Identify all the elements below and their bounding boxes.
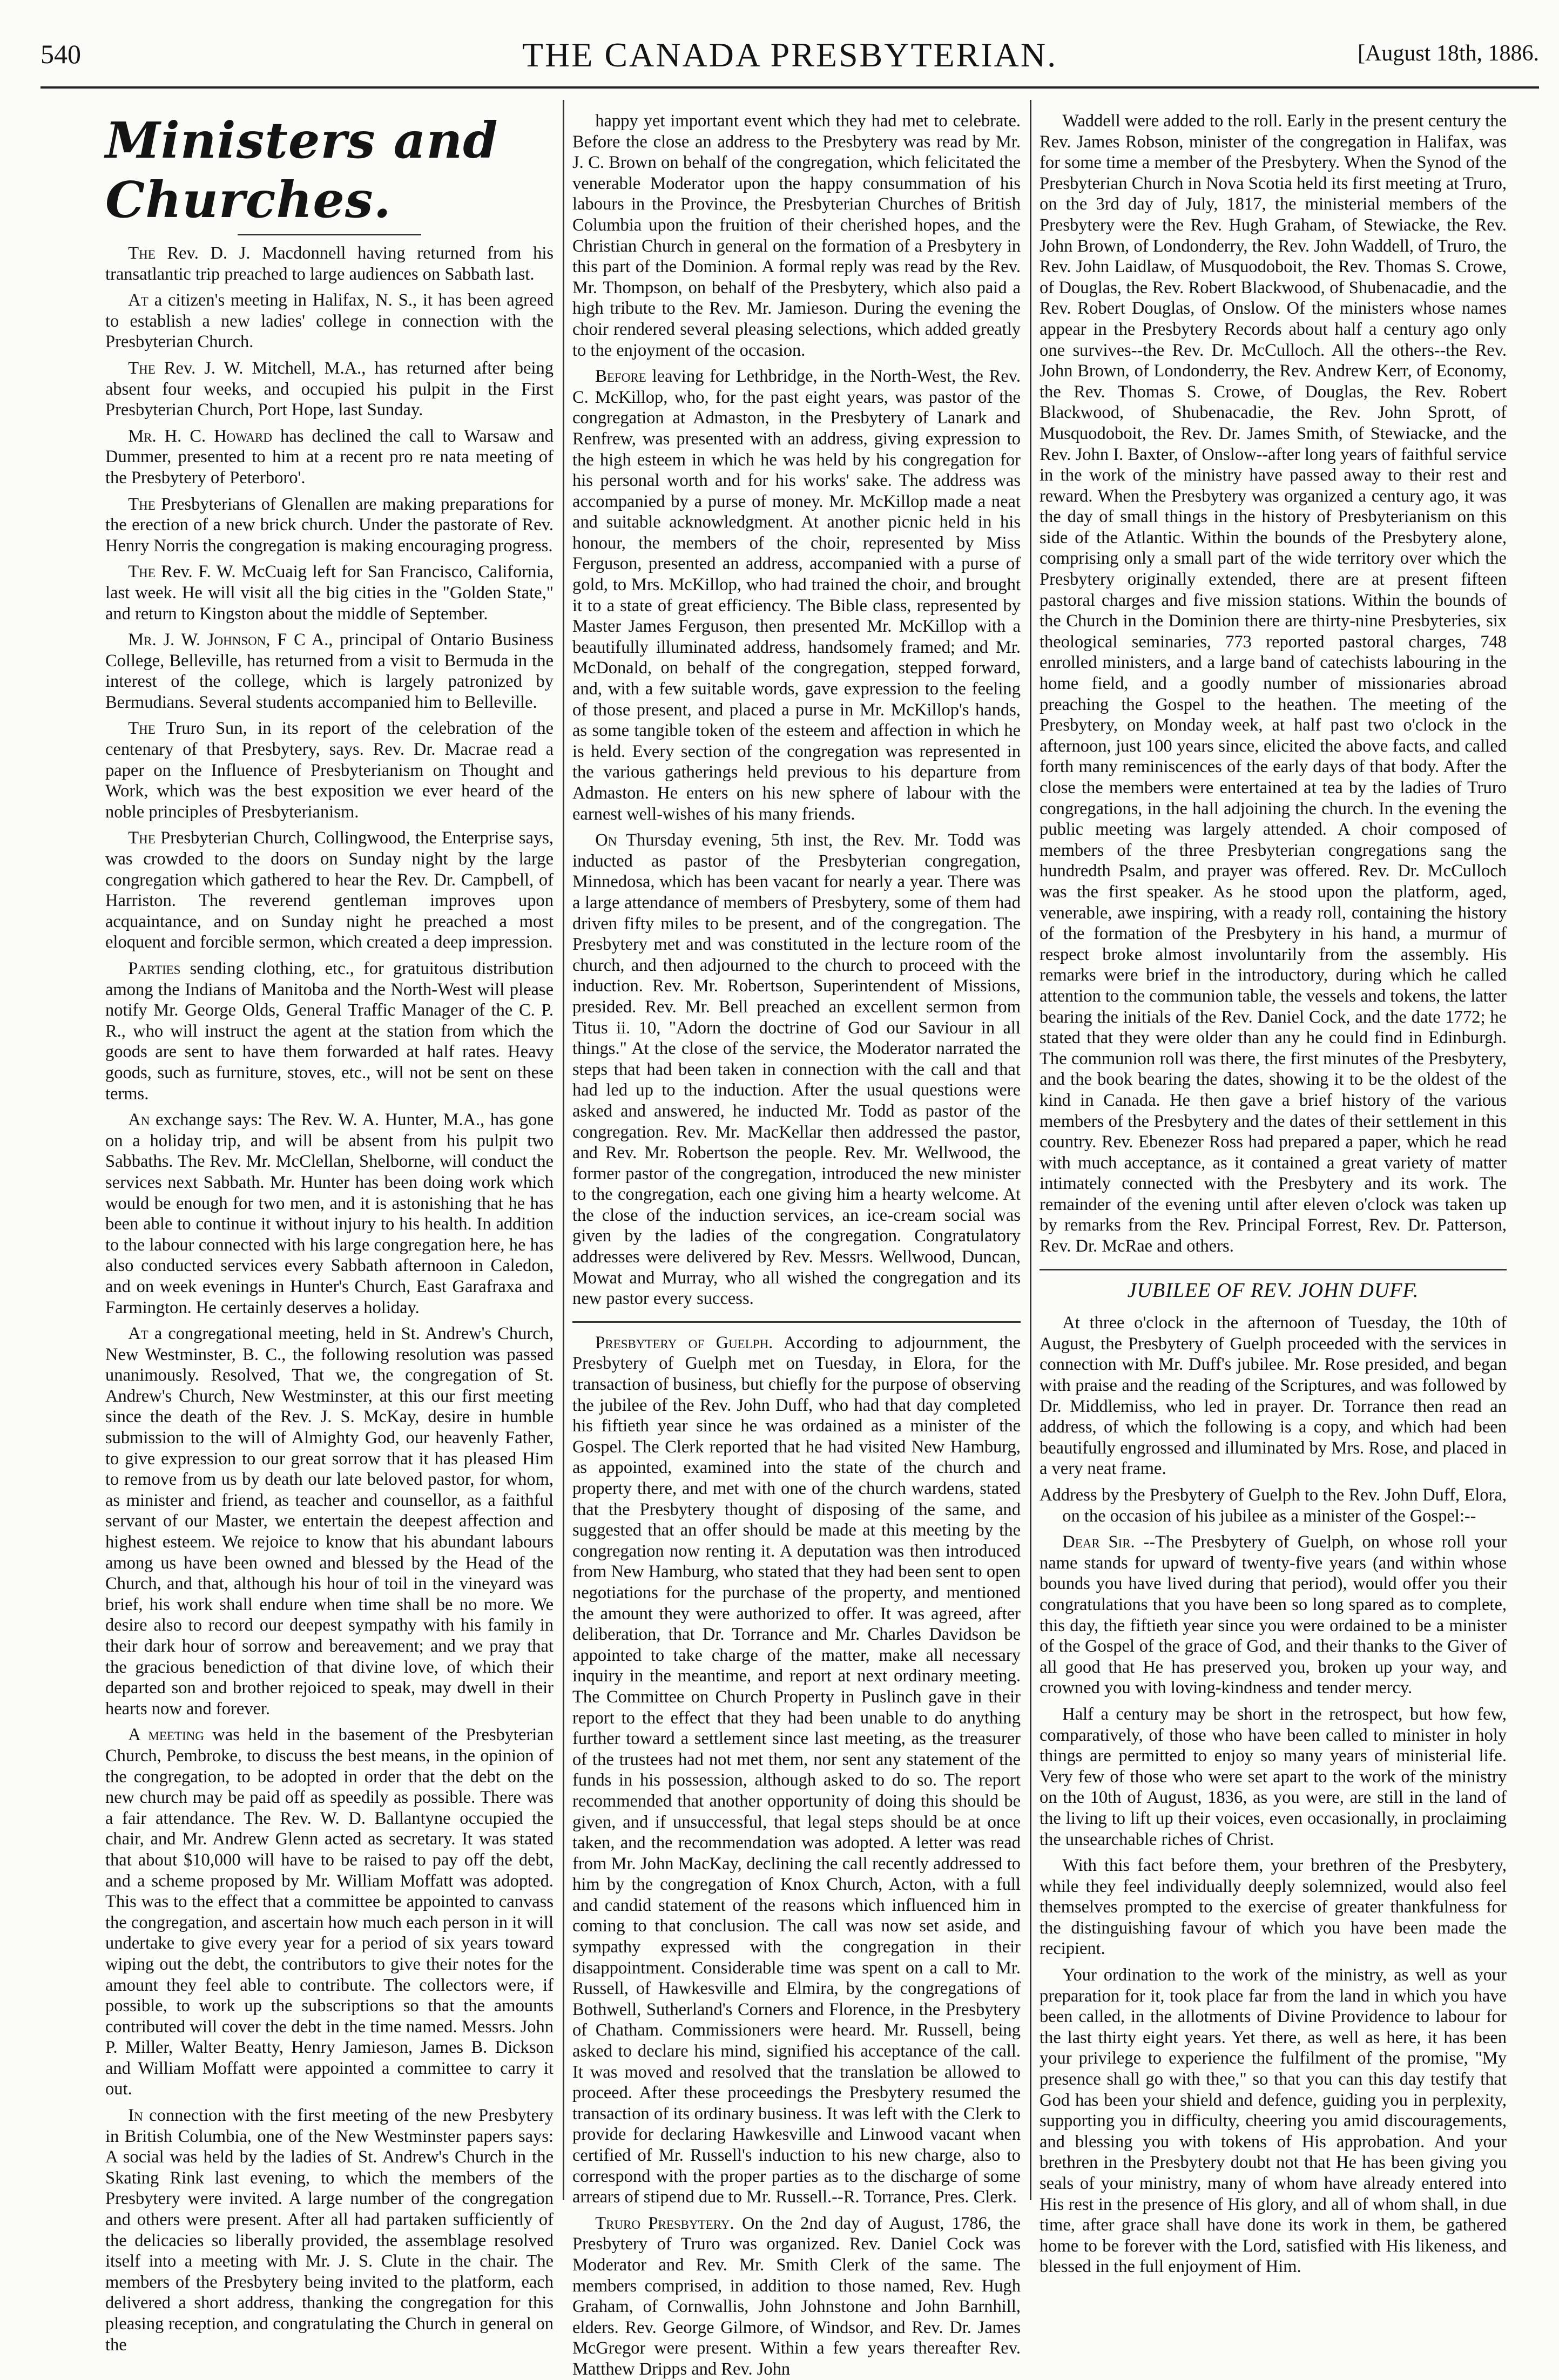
paragraph-text: a citizen's meeting in Halifax, N. S., it has been agreed to establish a new ladies' college in connection with the Presbyterian Church.	[105, 290, 554, 352]
paragraph	[105, 1725, 554, 2100]
paragraph-text: sending clothing, etc., for gratuitous distribution among the Indians of Manitoba and the North-West will please notify Mr. George Olds, General Traffic Manager of the C. P. R., who will instruct the agent at the station from which the goods are sent to have them forwarded at half rates. Heavy goods, such as furniture, stoves, etc., will not be sent on these terms.	[105, 959, 554, 1104]
paragraph-lead: The	[128, 719, 156, 739]
paragraph-text: At three o'clock in the afternoon of Tuesday, the 10th of August, the Presbytery of Guelph proceeded with the services in connection with Mr. Duff's jubilee. Mr. Rose presided, and began with praise and the reading of the Scriptures, and was followed by Dr. Middlemiss, who led in prayer. Dr. Torrance then read an address, of which the following is a copy, and which had been beautifully engrossed and illuminated by Mrs. Rose, and placed in a very neat frame.	[1040, 1313, 1507, 1479]
paragraph-text: --The Presbytery of Guelph, on whose roll your name stands for upward of twenty-five years (and within whose bounds you have lived during that period), would offer you their congratulations that you have been so long spared as to complete, this day, the fiftieth year since you were ordained to be a minister of the Gospel of the grace of God, and their thanks to the Giver of all good that He has preserved you, broken up your way, and crowned you with loving-kindness and tender mercy.	[1040, 1532, 1507, 1698]
paragraph-text: Waddell were added to the roll. Early in the present century the Rev. James Robson, minister of the congregation in Halifax, was for some time a member of the Presbytery. When the Synod of the Presbyterian Church in Nova Scotia held its first meeting at Truro, on the 3rd day of July, 1817, the ministerial members of the Presbytery were the Rev. Hugh Graham, of Stewiacke, the Rev. John Brown, of Londonderry, the Rev. John Waddell, of Truro, the Rev. John Laidlaw, of Musquodoboit, the Rev. Thomas S. Crowe, of Douglas, the Rev. Robert Blackwood, of Shubenacadie, and the Rev. Robert Douglas, of Onslow. Of the ministers whose names appear in the Presbytery Records about half a century ago only one survives--the Rev. Dr. McCulloch. All the others--the Rev. John Brown, of Londonderry, the Rev. Andrew Kerr, of Economy, the Rev. Thomas S. Crowe, of Douglas, the Rev. Robert Blackwood, of Shubenacadie, the Rev. John Sprott, of Musquodoboit, the Rev. Dr. James Smith, of Stewiacke, and the Rev. John I. Baxter, of Onslow--after long years of faithful service in the work of the ministry have passed away to their rest and reward. When the Presbytery was organized a century ago, it was the day of small things in the history of Presbyterianism on this side of the Atlantic. Within the bounds of the Presbytery alone, comprising only a small part of the wide territory over which the Presbytery originally extended, there are at present fifteen pastoral charges and five mission stations. Within the bounds of the Church in the Dominion there are thirty-nine Presbyteries, six theological seminaries, 773 reported pastoral charges, 748 enrolled ministers, and a large band of catechists labouring in the home field, and a goodly number of missionaries abroad preaching the Gospel to the heathen. The meeting of the Presbytery, on Monday week, at half past two o'clock in the afternoon, just 100 years since, elicited the above facts, and called forth many reminiscences of the early days of that body. After the close the members were entertained at tea by the ladies of Truro congregations, in the hall adjoining the church. In the evening the public meeting was largely attended. A choir composed of members of the three Presbyterian congregations sang the hundredth Psalm, and prayer was offered. Rev. Dr. McCulloch was the first speaker. As he stood upon the platform, aged, venerable, awe inspiring, with a ready roll, containing the history of the formation of the Presbytery in his hand, a murmur of respect broke almost involuntarily from the assembly. His remarks were brief in the introductory, during which he called attention to the communion table, the vessels and tokens, the latter bearing the initials of the Rev. Daniel Cock, and the date 1772; he stated that they were older than any he could find in Edinburgh. The communion roll was there, the first minutes of the Presbytery, and the book bearing the dates, showing it to be the oldest of the kind in Canada. He then gave a brief history of the various members of the Presbytery and the dates of their settlement in this country. Rev. Ebenezer Ross had prepared a paper, which he read with much acceptance, as it contained a great variety of matter intimately connected with the Presbytery and its work. The remainder of the evening until after eleven o'clock was taken up by remarks from the Rev. Principal Forrest, Rev. Dr. Patterson, Rev. Dr. McRae and others.	[1040, 111, 1507, 1256]
paragraph-lead: At	[128, 1324, 149, 1344]
paragraph	[105, 358, 554, 421]
paragraph-text: Presbyterian Church, Collingwood, the Enterprise says, was crowded to the doors on Sunday night by the large congregation which gathered to hear the Rev. Dr. Campbell, of Harriston. The reverend gentleman improves upon acquaintance, and on Sunday night he preached a most eloquent and forcible sermon, which created a deep impression.	[105, 828, 554, 952]
paragraph-lead: Mr. J. W. Johnson,	[128, 630, 271, 650]
paragraph-text: Presbyterians of Glenallen are making preparations for the erection of a new brick church. Under the pastorate of Rev. Henry Norris the congregation is making encouraging progress.	[105, 494, 554, 556]
paragraph	[105, 243, 554, 285]
paragraph-lead: Truro Presbytery.	[595, 2213, 734, 2233]
paragraph-lead: At	[128, 290, 149, 310]
paragraph	[572, 2213, 1021, 2380]
paragraph	[105, 290, 554, 353]
paragraph	[572, 366, 1021, 824]
heading-rule	[238, 234, 421, 235]
paragraph	[105, 1323, 554, 1719]
paragraph-lead: Presbytery of Guelph.	[595, 1333, 773, 1353]
paragraph-text: According to adjournment, the Presbytery of Guelph met on Tuesday, in Elora, for the transaction of business, but chiefly for the purpose of observing the jubilee of the Rev. John Duff, who had that day completed his fiftieth year since he was ordained as a minister of the Gospel. The Clerk reported that he had visited New Hamburg, as appointed, examined into the state of the church and property there, and met with one of the church wardens, stated that the Presbytery thought of disposing of the same, and suggested that an offer should be made at this meeting by the congregation now renting it. A deputation was then introduced from New Hamburg, who stated that they had been sent to open negotiations for the purchase of the property, and mentioned the amount they were authorized to offer. It was agreed, after deliberation, that Dr. Torrance and Mr. Charles Davidson be appointed to take charge of the matter, make all necessary inquiry in the meantime, and report at next ordinary meeting. The Committee on Church Property in Puslinch gave in their report to the effect that they had been unable to do anything further toward a settlement since last meeting, as the treasurer of the trustees had not met them, nor sent any statement of the funds in his possession, although asked to do so. The report recommended that another opportunity of doing this should be given, and if unsuccessful, that legal steps should be at once taken, and the recommendation was adopted. A letter was read from Mr. John MacKay, declining the call recently addressed to him by the congregation of Knox Church, Acton, with a full and candid statement of the reasons which influenced him in coming to that conclusion. The call was now set aside, and sympathy expressed with the congregation in their disappointment. Considerable time was spent on a call to Mr. Russell, of Hawkesville and Elmira, by the congregations of Bothwell, Sutherland's Corners and Florence, in the Presbytery of Chatham. Commissioners were heard. Mr. Russell, being asked to declare his mind, signified his acceptance of the call. It was moved and resolved that the translation be allowed to proceed. After these proceedings the Presbytery resumed the transaction of its ordinary business. It was left with the Clerk to provide for declaring Hawkesville and Linwood vacant when certified of Mr. Russell's induction to his new charge, also to correspond with the proper parties as to the discharge of some arrears of stipend due to Mr. Russell.--R. Torrance, Pres. Clerk.	[572, 1333, 1021, 2207]
paragraph	[105, 828, 554, 953]
section-rule	[572, 1321, 1021, 1323]
paragraph	[105, 2105, 554, 2355]
paragraph	[105, 494, 554, 557]
paragraph-text: connection with the first meeting of the new Presbytery in British Columbia, one of the New Westminster papers says: A social was held by the ladies of St. Andrew's Church in the Skating Rink last evening, to which the members of the Presbytery were invited. A large number of the congregation and others were present. After all had partaken sufficiently of the delicacies so liberally provided, the assemblage resolved itself into a meeting with Mr. J. S. Clute in the chair. The members of the Presbytery being invited to the platform, each delivered a short address, thanking the congregation for this pleasing reception, and congratulating the Church in general on the	[105, 2106, 554, 2355]
paragraph-text: Half a century may be short in the retrospect, but how few, comparatively, of those who have been called to minister in holy things are permitted to enjoy so many years of ministerial life. Very few of those who were set apart to the work of the ministry on the 10th of August, 1836, as you were, are still in the land of the living to lift up their voices, even occasionally, in proclaiming the unsearchable riches of Christ.	[1040, 1704, 1507, 1849]
paragraph-text: Rev. J. W. Mitchell, M.A., has returned after being absent four weeks, and occupied his pulpit in the First Presbyterian Church, Port Hope, last Sunday.	[105, 358, 554, 420]
paragraph	[572, 1333, 1021, 2208]
section-heading: Ministers and Churches.	[105, 111, 498, 229]
issue-date: [August 18th, 1886.	[1358, 41, 1539, 66]
paragraph-lead: The	[128, 494, 156, 514]
column-3	[1040, 111, 1507, 2277]
paragraph-text: Rev. F. W. McCuaig left for San Francisco, California, last week. He will visit all the big cities in the "Golden State," and return to Kingston about the middle of September.	[105, 562, 554, 624]
paragraph-lead: A meeting	[128, 1725, 204, 1745]
paragraph	[105, 426, 554, 489]
page-number: 540	[41, 39, 81, 69]
paragraph	[572, 111, 1021, 361]
paragraph	[1040, 1855, 1507, 1959]
paragraph-lead: The	[128, 562, 156, 582]
paragraph	[105, 630, 554, 713]
paragraph-text: With this fact before them, your brethren of the Presbytery, while they feel individually deeply solemnized, would also feel themselves prompted to the exercise of greater thankfulness for the distinguishing favour of which you have been made the recipient.	[1040, 1856, 1507, 1959]
journal-title: THE CANADA PRESBYTERIAN.	[522, 36, 1058, 74]
paragraph-text: has declined the call to Warsaw and Dummer, presented to him at a recent pro re nata meeting of the Presbytery of Peterboro'.	[105, 426, 554, 488]
paragraph-text: Truro Sun, in its report of the celebration of the centenary of that Presbytery, says. Rev. Dr. Macrae read a paper on the Influence of Presbyterianism on Thought and Work, which was the best exposition we ever heard of the noble principles of Presbyterianism.	[105, 719, 554, 822]
paragraph-text: Rev. D. J. Macdonnell having returned from his transatlantic trip preached to large audiences on Sabbath last.	[105, 244, 554, 284]
paragraph-lead: On	[595, 830, 617, 850]
paragraph-text: happy yet important event which they had met to celebrate. Before the close an address to the Presbytery was read by Mr. J. C. Brown on behalf of the congregation, which felicitated the venerable Moderator upon the happy consummation of his labours in the Province, the Presbyterian Churches of British Columbia upon the fruition of their cherished hopes, and the Christian Church in general on the formation of a Presbytery in this part of the Dominion. A formal reply was read by the Rev. Mr. Thompson, on behalf of the Presbytery, which also paid a high tribute to the Rev. Mr. Jamieson. During the evening the choir rendered several pleasing selections, which added greatly to the enjoyment of the occasion.	[572, 111, 1021, 360]
paragraph	[105, 718, 554, 822]
paragraph-lead: Parties	[128, 959, 181, 978]
paragraph	[1040, 1313, 1507, 1479]
paragraph-lead: The	[128, 828, 156, 848]
paragraph-lead: An	[128, 1110, 150, 1130]
paragraph-text: a congregational meeting, held in St. Andrew's Church, New Westminster, B. C., the following resolution was passed unanimously. Resolved, That we, the congregation of St. Andrew's Church, New Westminster, at this our first meeting since the death of the Rev. J. S. McKay, desire in humble submission to the will of Almighty God, our heavenly Father, to give expression to our great sorrow that it has pleased Him to remove from us by death our late beloved pastor, for whom, as minister and friend, as teacher and counsellor, as a faithful servant of our Master, we entertain the deepest affection and highest esteem. We rejoice to know that his abundant labours among us have been owned and blessed by the Head of the Church, and that, although his hour of toil in the vineyard was brief, his work shall endure when time shall be no more. We desire also to record our deepest sympathy with his family in their dark hour of sorrow and bereavement; and we pray that the gracious benediction of that divine love, of which their departed son and brother rejoiced to speak, may dwell in their hearts now and forever.	[105, 1324, 554, 1719]
paragraph-lead: Before	[595, 367, 646, 387]
paragraph-text: On the 2nd day of August, 1786, the Presbytery of Truro was organized. Rev. Daniel Cock was Moderator and Rev. Mr. Smith Clerk of the same. The members comprised, in addition to those named, Rev. Hugh Graham, of Cornwallis, John Johnstone and John Barnhill, elders. Rev. George Gilmore, of Windsor, and Rev. Dr. James McGregor were present. Within a few years thereafter Rev. Matthew Dripps and Rev. John	[572, 2213, 1021, 2379]
paragraph-lead: Mr. H. C. Howard	[128, 426, 273, 446]
paragraph-text: exchange says: The Rev. W. A. Hunter, M.A., has gone on a holiday trip, and will be absent from his pulpit two Sabbaths. The Rev. Mr. McClellan, Shelborne, will conduct the services next Sabbath. Mr. Hunter has been doing work which would be enough for two men, and it is astonishing that he has been able to continue it without injury to his health. In addition to the labour connected with his large congregation here, he has also conducted services every Sabbath afternoon in Caledon, and on week evenings in Hunter's Church, East Garafraxa and Farmington. He certainly deserves a holiday.	[105, 1110, 554, 1317]
paragraph	[1040, 1532, 1507, 1699]
column-2	[572, 111, 1021, 2379]
jubilee-heading: JUBILEE OF REV. JOHN DUFF.	[1127, 1279, 1419, 1302]
page-header	[41, 35, 1539, 89]
column-rule	[563, 100, 564, 2200]
paragraph	[105, 562, 554, 624]
column-1	[105, 111, 554, 2355]
paragraph-lead: Dear Sir.	[1062, 1532, 1135, 1552]
address-caption: Address by the Presbytery of Guelph to the Rev. John Duff, Elora, on the occasion of his jubilee as a minister of the Gospel:--	[1040, 1485, 1507, 1526]
paragraph	[105, 958, 554, 1104]
paragraph	[572, 830, 1021, 1309]
paragraph-text: Thursday evening, 5th inst, the Rev. Mr. Todd was inducted as pastor of the Presbyterian congregation, Minnedosa, which has been vacant for nearly a year. There was a large attendance of members of Presbytery, some of them had driven fifty miles to be present, and of the congregation. The Presbytery met and was constituted in the lecture room of the church, and then adjourned to the church to proceed with the induction. Rev. Mr. Robertson, Superintendent of Missions, presided. Rev. Mr. Bell preached an excellent sermon from Titus ii. 10, "Adorn the doctrine of God our Saviour in all things." At the close of the service, the Moderator narrated the steps that had been taken in connection with the call and that had led up to the induction. After the usual questions were asked and answered, he inducted Mr. Todd as pastor of the congregation. Rev. Mr. MacKellar then addressed the pastor, and Rev. Mr. Robertson the people. Rev. Mr. Wellwood, the former pastor of the congregation, introduced the new minister to the congregation, each one giving him a hearty welcome. At the close of the induction services, an ice-cream social was given by the ladies of the congregation. Congratulatory addresses were delivered by Rev. Messrs. Wellwood, Duncan, Mowat and Murray, who all wished the congregation and its new pastor every success.	[572, 830, 1021, 1309]
section-rule	[1040, 1269, 1507, 1270]
paragraph	[1040, 1704, 1507, 1850]
paragraph-text: Your ordination to the work of the ministry, as well as your preparation for it, took place far from the land in which you have been called, in the allotments of Divine Providence to labour for the last thirty eight years. Yet there, as well as here, it has been your privilege to experience the fulfilment of the promise, "My presence shall go with thee," so that you can this day testify that God has been your shield and defence, guiding you in perplexity, supporting you in difficulty, cheering you amid discouragements, and blessing you with tokens of His approbation. And your brethren in the Presbytery doubt not that He has been giving you seals of your ministry, many of whom have already entered into His rest in the presence of His glory, and all of whom shall, in due time, after grace shall have done its work in them, be gathered home to be forever with the Lord, satisfied with His likeness, and blessed in the full enjoyment of Him.	[1040, 1965, 1507, 2277]
paragraph-lead: In	[128, 2106, 143, 2126]
paragraph-lead: The	[128, 244, 156, 263]
paragraph-text: F C A., principal of Ontario Business College, Belleville, has returned from a visit to Bermuda in the interest of the college, which is largely patronized by Bermudians. Several students accompanied him to Belleville.	[105, 630, 554, 712]
paragraph	[1040, 111, 1507, 1257]
paragraph-text: was held in the basement of the Presbyterian Church, Pembroke, to discuss the best means, in the opinion of the congregation, to be adopted in order that the debt on the new church may be paid off as speedily as possible. There was a fair attendance. The Rev. W. D. Ballantyne occupied the chair, and Mr. Andrew Glenn acted as secretary. It was stated that about $10,000 will have to be raised to pay off the debt, and a scheme proposed by Mr. William Moffatt was adopted. This was to the effect that a committee be appointed to canvass the congregation, and ascertain how much each person in it will undertake to give every year for a period of six years toward wiping out the debt, the contributors to give their notes for the amount they feel able to contribute. The collectors were, if possible, to work up the subscriptions so that the amounts contributed will cover the debt in the time named. Messrs. John P. Miller, Walter Beatty, Henry Jamieson, James B. Dickson and William Moffatt were appointed a committee to carry it out.	[105, 1725, 554, 2099]
column-rule	[1030, 100, 1031, 2200]
paragraph-text: leaving for Lethbridge, in the North-West, the Rev. C. McKillop, who, for the past eight years, was pastor of the congregation at Admaston, in the Presbytery of Lanark and Renfrew, was presented with an address, giving expression to the high esteem in which he was held by his congregation for his personal worth and for his works' sake. The address was accompanied by a purse of money. Mr. McKillop made a neat and suitable acknowledgment. At another picnic held in his honour, the members of the choir, represented by Miss Ferguson, presented an address, accompanied with a purse of gold, to Mrs. McKillop, who had trained the choir, and brought it to a state of great efficiency. The Bible class, represented by Master James Ferguson, then presented Mr. McKillop with a beautifully illuminated address, handsomely framed; and Mr. McDonald, on behalf of the congregation, stepped forward, and, with a few suitable words, gave expression to the feeling of those present, and placed a purse in Mr. McKillop's hands, as some tangible token of the esteem and affection in which he is held. Every section of the congregation was represented in the various gatherings held previous to his departure from Admaston. He enters on his new sphere of labour with the earnest well-wishes of his many friends.	[572, 367, 1021, 824]
paragraph	[105, 1110, 554, 1318]
paragraph-lead: The	[128, 358, 156, 378]
paragraph	[1040, 1965, 1507, 2277]
